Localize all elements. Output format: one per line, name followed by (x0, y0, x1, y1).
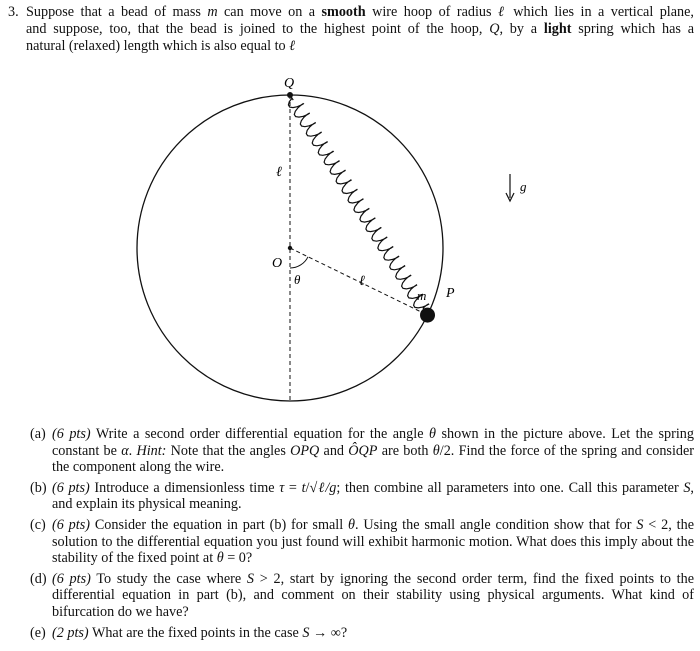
part-label: (d) (30, 570, 47, 587)
text-run: which lies in a vertical plane, (506, 4, 694, 20)
part-label: (a) (30, 426, 46, 442)
point-o (288, 246, 292, 250)
math-symbol: t (301, 479, 306, 496)
part-label: (b) (30, 479, 47, 496)
text-run: < 2, the solution to the differential equation you just found will exhibit harmonic motion. What does this imply about the stability of the fixed point at (52, 516, 694, 567)
text-run: Suppose that a bead of mass (26, 4, 208, 20)
label-m: m (417, 288, 427, 303)
intro-line (26, 21, 694, 38)
part-text (52, 480, 694, 513)
problem-intro (26, 4, 694, 55)
math-symbol: S (302, 624, 310, 641)
bold-term: light (543, 21, 572, 37)
text-run: , by a (499, 21, 544, 37)
text-run: > 2, start by ignoring the second order term, find the fixed points to the differential equation in part (b), and comment on their stability using physical arguments. What kind of bifurcation do we have? (52, 570, 694, 620)
text-run: = (284, 479, 302, 496)
math-symbol: m (207, 4, 218, 20)
text-run: ; then combine all parameters into one. Call this parameter (336, 479, 684, 496)
part-text (52, 426, 694, 476)
text-run: natural (relaxed) length which is also equal to (26, 38, 290, 54)
math-symbol: S (246, 570, 255, 587)
text-run: , and explain its physical meaning. (52, 479, 694, 513)
math-symbol: Q (489, 21, 500, 37)
math-symbol: θ (216, 550, 224, 567)
label-p: P (446, 286, 455, 301)
theta-arc (290, 257, 308, 268)
text-run: To study the case where (90, 570, 247, 587)
math-symbol: ℓ/g (317, 479, 337, 496)
text-run: . Using the small angle condition show that for (355, 516, 637, 533)
text-run: Note that the angles (166, 442, 291, 459)
text-run: and (319, 442, 349, 459)
math-symbol: S (683, 479, 691, 496)
label-theta: θ (294, 272, 301, 287)
text-run: wire hoop of radius (365, 4, 498, 20)
math-symbol: ÔQP (348, 442, 378, 459)
intro-line (26, 4, 694, 21)
label-o: O (272, 256, 283, 271)
math-symbol: S (636, 516, 644, 533)
question-part (30, 480, 694, 513)
question-part (30, 571, 694, 621)
point-q (287, 92, 293, 98)
text-run: Introduce a dimensionless time (89, 479, 280, 496)
text-run: are both (377, 442, 433, 459)
hint-label: Hint: (136, 442, 167, 459)
points-value: (6 pts) (52, 479, 90, 496)
intro-line (26, 38, 694, 55)
label-ell-left: ℓ (276, 165, 282, 180)
question-parts (30, 426, 694, 645)
part-text (52, 571, 694, 621)
math-symbol: OPQ (290, 442, 320, 459)
problem-number: 3. (8, 4, 19, 20)
math-symbol: θ (432, 442, 440, 459)
text-run: What are the fixed points in the case (88, 624, 303, 641)
math-symbol: α (121, 442, 129, 459)
hoop-diagram (100, 70, 600, 415)
text-run: . (128, 442, 137, 459)
points-value: (6 pts) (52, 570, 91, 587)
label-ell-right: ℓ (359, 274, 365, 289)
part-text (52, 517, 694, 567)
question-part (30, 517, 694, 567)
math-symbol: θ (348, 516, 356, 533)
part-label: (c) (30, 516, 46, 533)
points-value: (2 pts) (52, 624, 89, 641)
question-part (30, 426, 694, 476)
bead-p (420, 308, 435, 323)
math-symbol: ℓ (497, 4, 507, 20)
points-value: (6 pts) (52, 426, 91, 442)
text-run: /2. Find the force of the spring and consider the component along the wire. (52, 442, 695, 476)
label-g: g (520, 179, 527, 194)
text-run: can move on a (217, 4, 322, 20)
gravity-arrow (506, 174, 514, 201)
question-part (30, 625, 694, 642)
text-run: = 0? (223, 550, 253, 567)
text-run: shown in the picture above. Let the spring constant be (52, 426, 694, 459)
text-run: and suppose, too, that the bead is joined to the highest point of the hoop, (26, 21, 490, 37)
points-value: (6 pts) (52, 516, 90, 533)
text-run: → ∞? (309, 624, 348, 641)
math-symbol: τ (279, 479, 285, 496)
math-symbol: ℓ (289, 38, 296, 54)
part-label: (e) (30, 624, 46, 641)
problem-statement (8, 4, 694, 55)
label-q: Q (284, 76, 295, 91)
text-run: Consider the equation in part (b) for small (89, 516, 349, 533)
part-text (52, 625, 694, 642)
text-run: Write a second order differential equation for the angle (90, 426, 429, 442)
text-run: /√ (305, 479, 318, 496)
math-symbol: θ (429, 426, 436, 442)
text-run: spring which has a (571, 21, 694, 37)
bold-term: smooth (321, 4, 366, 20)
